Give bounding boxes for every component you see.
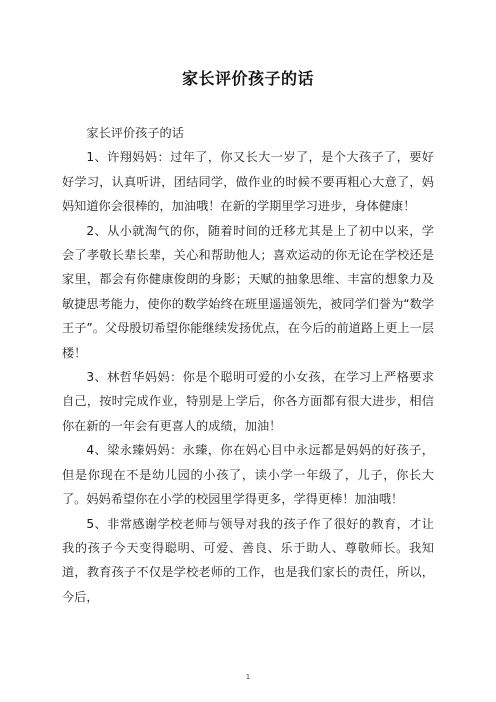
document-title: 家长评价孩子的话 <box>181 69 314 88</box>
paragraph-4: 4、梁永臻妈妈：永臻，你在妈心目中永远都是妈妈的好孩子，但是你现在不是幼儿园的小孩了，读小学一年级了，儿子，你长大了。妈妈希望你在小学的校园里学得更多，学得更棒！加油哦！ <box>62 443 434 507</box>
paragraph-heading: 家长评价孩子的话 <box>86 126 184 140</box>
document-body <box>62 121 434 609</box>
paragraph-1: 1、许翔妈妈：过年了，你又长大一岁了，是个大孩子了，要好好学习，认真听讲，团结同学，做作业的时候不要再粗心大意了，妈妈知道你会很棒的，加油哦！在新的学期里学习进步，身体健康！ <box>62 150 434 214</box>
page-number: 1 <box>245 673 251 681</box>
paragraph-2: 2、从小就淘气的你，随着时间的迁移尤其是上了初中以来，学会了孝敬长辈长辈，关心和帮助他人；喜欢运动的你无论在学校还是家里，都会有你健康俊朗的身影；天赋的抽象思维、丰富的想象力及敏捷思考能力，使你的数学始终在班里遥遥领先，被同学们誉为“数学王子”。父母殷切希望你能继续发扬优点，在今后的前道路上更上一层楼！ <box>62 223 434 360</box>
paragraph-5: 5、非常感谢学校老师与领导对我的孩子作了很好的教育，才让我的孩子今天变得聪明、可爱、善良、乐于助人、尊敬师长。我知道，教育孩子不仅是学校老师的工作，也是我们家长的责任，所以，今后， <box>62 516 434 604</box>
paragraph-3: 3、林哲华妈妈：你是个聪明可爱的小女孩，在学习上严格要求自己，按时完成作业，特别是上学后，你各方面都有很大进步，相信你在新的一年会有更喜人的成绩，加油！ <box>62 370 434 433</box>
